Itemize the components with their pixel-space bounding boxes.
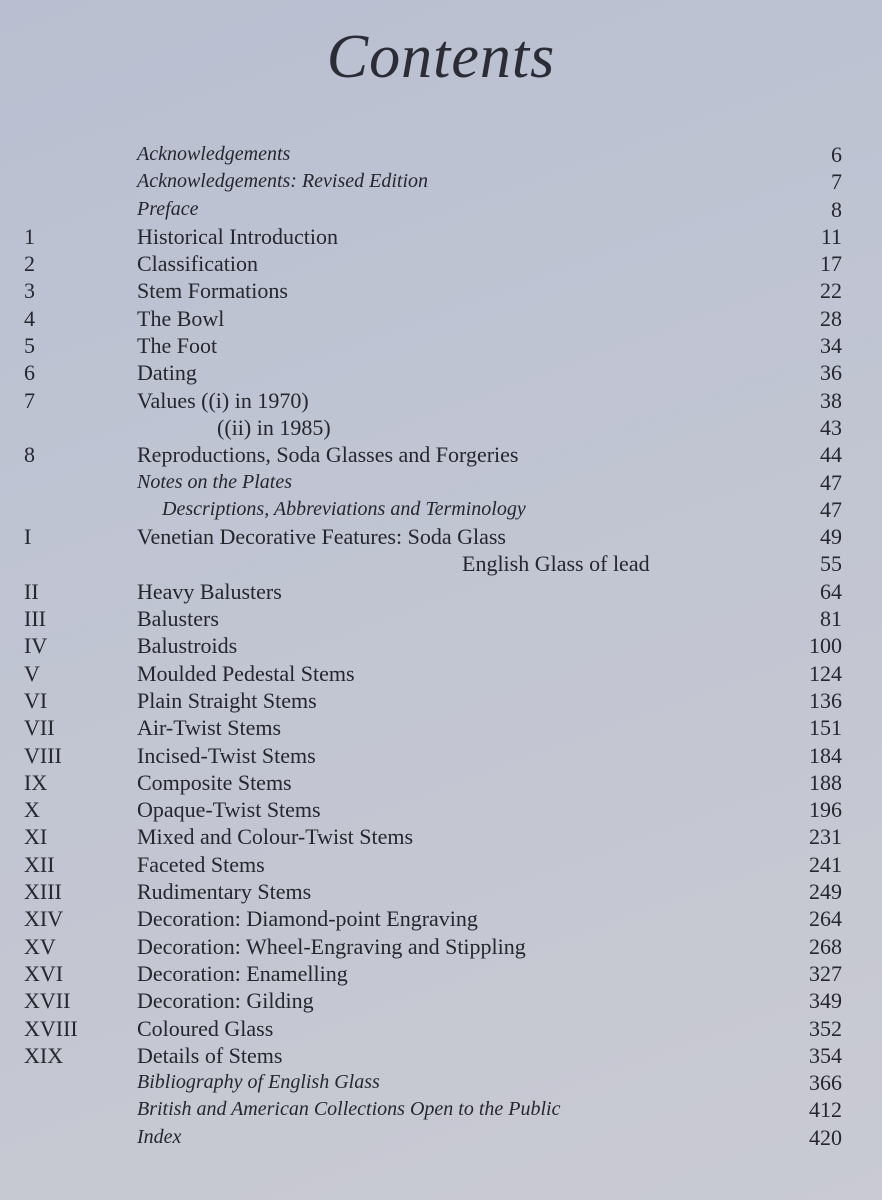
entry-title: Composite Stems [137, 769, 292, 795]
chapter-number: XIX [24, 1042, 64, 1068]
entry-title: Reproductions, Soda Glasses and Forgeries [137, 442, 519, 468]
page-number: 22 [820, 278, 842, 304]
toc-entry [0, 823, 882, 850]
chapter-number: XII [24, 851, 55, 877]
page-number: 8 [831, 196, 842, 222]
page-number: 349 [809, 988, 842, 1014]
page-number: 38 [820, 387, 842, 413]
entry-title: Historical Introduction [137, 223, 339, 249]
chapter-number: XIII [24, 879, 62, 905]
toc-entry [0, 1015, 882, 1042]
entry-title: Decoration: Gilding [137, 988, 314, 1014]
toc-entry [0, 168, 882, 195]
entry-title: Mixed and Colour-Twist Stems [137, 824, 414, 850]
chapter-number: II [24, 578, 39, 604]
entry-title: Descriptions, Abbreviations and Terminology [162, 497, 526, 520]
chapter-number: 1 [24, 223, 35, 249]
page-number: 241 [809, 851, 842, 877]
page-number: 196 [809, 797, 842, 823]
entry-title: Decoration: Wheel-Engraving and Stippling [137, 933, 526, 959]
entry-title: Values ((i) in 1970) [137, 387, 309, 413]
chapter-number: XV [24, 933, 56, 959]
page-number: 64 [820, 578, 842, 604]
toc-entry [0, 742, 882, 769]
toc-entry [0, 359, 882, 386]
chapter-number: 3 [24, 278, 35, 304]
entry-title: Acknowledgements: Revised Edition [137, 170, 429, 193]
toc-entry [0, 1042, 882, 1069]
entry-title: Dating [137, 360, 197, 386]
toc-entry [0, 714, 882, 741]
page-number: 420 [809, 1124, 842, 1150]
entry-title: Incised-Twist Stems [137, 742, 316, 768]
page-number: 47 [820, 469, 842, 495]
entry-title: Air-Twist Stems [137, 715, 282, 741]
toc-entry [0, 878, 882, 905]
toc-entry [0, 851, 882, 878]
chapter-number: I [24, 524, 32, 550]
page-number: 17 [820, 251, 842, 277]
table-of-contents [0, 141, 882, 1151]
toc-entry [0, 332, 882, 359]
chapter-number: 4 [24, 305, 35, 331]
entry-title: Coloured Glass [137, 1015, 274, 1041]
toc-entry [0, 987, 882, 1014]
page-number: 354 [809, 1042, 842, 1068]
page-number: 6 [831, 142, 842, 167]
toc-entry [0, 605, 882, 632]
entry-title: Balusters [137, 606, 219, 632]
toc-entry [0, 1096, 882, 1123]
page-number: 136 [809, 687, 842, 713]
toc-entry [0, 196, 882, 223]
entry-title: Decoration: Diamond-point Engraving [137, 906, 478, 932]
toc-entry [0, 933, 882, 960]
chapter-number: 5 [24, 333, 35, 359]
toc-entry [0, 469, 882, 496]
entry-title: Details of Stems [137, 1042, 283, 1068]
chapter-number: 2 [24, 251, 35, 277]
toc-entry [0, 632, 882, 659]
entry-title: Faceted Stems [137, 851, 265, 877]
toc-entry [0, 550, 882, 577]
entry-title: Venetian Decorative Features: Soda Glass [137, 524, 506, 550]
page-number: 327 [809, 960, 842, 986]
chapter-number: 7 [24, 387, 35, 413]
toc-entry [0, 960, 882, 987]
page-number: 28 [820, 305, 842, 331]
chapter-number: IX [24, 769, 48, 795]
entry-title: Moulded Pedestal Stems [137, 660, 355, 686]
toc-entry [0, 905, 882, 932]
toc-entry [0, 414, 882, 441]
entry-title: British and American Collections Open to the Public [137, 1098, 561, 1121]
chapter-number: XVII [24, 988, 71, 1014]
entry-title: Classification [137, 251, 258, 277]
toc-entry [0, 687, 882, 714]
entry-title: Balustroids [137, 633, 238, 659]
entry-title: Decoration: Enamelling [137, 960, 348, 986]
page-number: 366 [809, 1070, 842, 1096]
chapter-number: VII [24, 715, 55, 741]
entry-title: The Foot [137, 333, 218, 359]
toc-entry [0, 769, 882, 796]
toc-entry [0, 305, 882, 332]
entry-title: The Bowl [137, 305, 225, 331]
chapter-number: IV [24, 633, 48, 659]
toc-entry [0, 141, 882, 168]
toc-entry [0, 1124, 882, 1151]
chapter-number: XVIII [24, 1015, 78, 1041]
entry-title: Plain Straight Stems [137, 687, 317, 713]
chapter-number: V [24, 660, 40, 686]
toc-entry [0, 496, 882, 523]
chapter-number: VI [24, 687, 48, 713]
entry-title: Acknowledgements [137, 143, 291, 165]
page-number: 43 [820, 414, 842, 440]
page-number: 81 [820, 606, 842, 632]
page-number: 47 [820, 496, 842, 522]
entry-title: Rudimentary Stems [137, 879, 312, 905]
page-number: 264 [809, 906, 842, 932]
page-number: 7 [831, 169, 842, 195]
toc-entry [0, 277, 882, 304]
chapter-number: XI [24, 824, 48, 850]
entry-title: Preface [137, 197, 199, 220]
page-number: 100 [809, 633, 842, 659]
chapter-number: XIV [24, 906, 64, 932]
page-number: 412 [809, 1097, 842, 1123]
toc-entry [0, 523, 882, 550]
page-title: Contents [326, 23, 556, 91]
page-number: 124 [809, 660, 842, 686]
chapter-number: III [24, 606, 46, 632]
toc-entry [0, 660, 882, 687]
page-number: 184 [809, 742, 842, 768]
entry-title: Opaque-Twist Stems [137, 797, 321, 823]
chapter-number: XVI [24, 960, 64, 986]
page-number: 44 [820, 442, 842, 468]
page-number: 268 [809, 933, 842, 959]
toc-entry [0, 796, 882, 823]
chapter-number: VIII [24, 742, 62, 768]
page-number: 352 [809, 1015, 842, 1041]
page-number: 188 [809, 769, 842, 795]
entry-title: Notes on the Plates [137, 470, 292, 493]
toc-entry [0, 223, 882, 250]
entry-title: Bibliography of English Glass [137, 1071, 380, 1094]
toc-entry [0, 1069, 882, 1096]
page-number: 55 [820, 551, 842, 577]
entry-title: Index [137, 1125, 182, 1148]
page-number: 36 [820, 360, 842, 386]
toc-entry [0, 578, 882, 605]
page-number: 151 [809, 715, 842, 741]
chapter-number: 6 [24, 360, 35, 386]
toc-entry [0, 441, 882, 468]
page-number: 249 [809, 879, 842, 905]
entry-title: Stem Formations [137, 278, 288, 304]
page-number: 34 [820, 333, 842, 359]
entry-title: ((ii) in 1985) [217, 414, 331, 440]
page-number: 11 [820, 223, 842, 249]
entry-title: English Glass of lead [462, 551, 650, 577]
toc-entry [0, 250, 882, 277]
entry-title: Heavy Balusters [137, 578, 282, 604]
chapter-number: 8 [24, 442, 35, 468]
page-number: 49 [820, 524, 842, 550]
toc-entry [0, 387, 882, 414]
chapter-number: X [24, 797, 40, 823]
page-number: 231 [809, 824, 842, 850]
